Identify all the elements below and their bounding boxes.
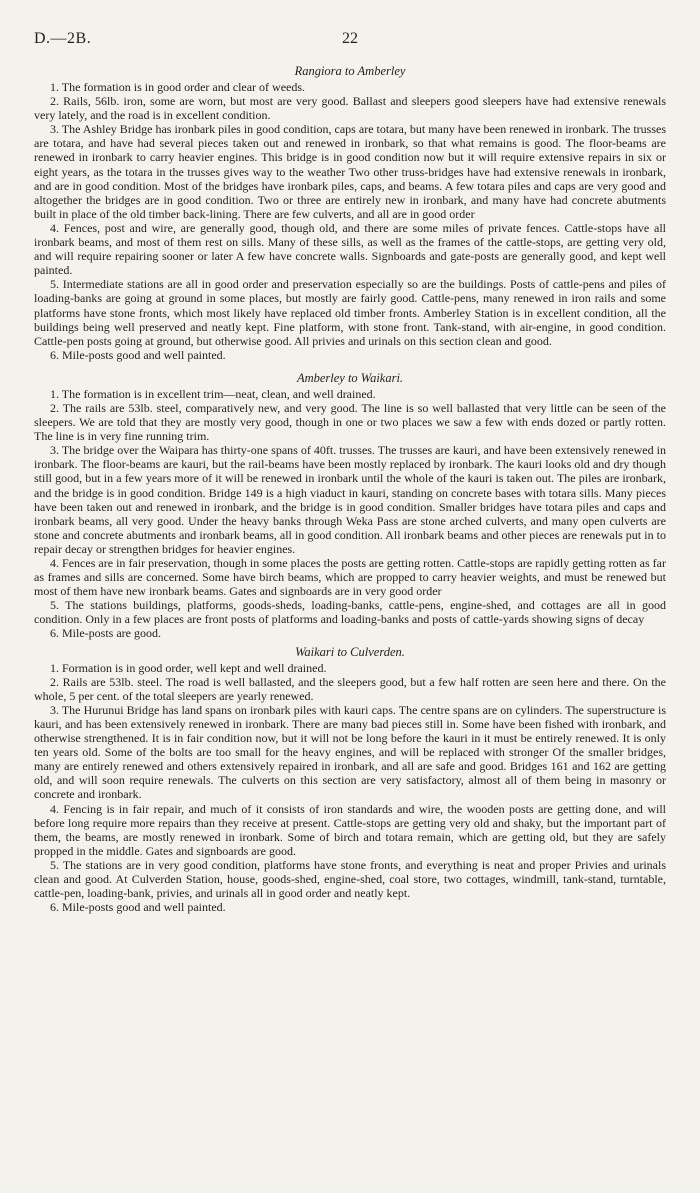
section-title: Rangiora to Amberley (294, 64, 406, 78)
paragraph: 4. Fences, post and wire, are generally good, though old, and there are some miles of private fences. Cattle-stops have all ironbark beams, and most of them rest on sills. Many of these sills, as well as the frames of the cattle-stops, are getting very old, and will require repairing sooner or later A few have concrete walls. Signboards and gate-posts are generally good, and kept well painted. (34, 220, 666, 278)
paragraph: 3. The bridge over the Waipara has thirty-one spans of 40ft. trusses. The trusses are kauri, and have been extensively renewed in ironbark. The floor-beams are kauri, but the rail-beams have been mostly replaced by ironbark. The kauri looks old and dry though still good, but in a few years more of it will be renewed in ironbark until the whole of the kauri is taken out. The piles are ironbark, and the bridge is in good condition. Bridge 149 is a high viaduct in kauri, standing on concrete bases with totara sills. Many pieces have been taken out and renewed in ironbark, and the bridge is in good condition. Smaller bridges have totara piles and caps and ironbark beams, all very good. Under the heavy banks through Weka Pass are stone arched culverts, and many open culverts are stone and concrete abutments and ironbark beams, all in good condition. All ironbark beams and other pieces are renewals put in to repair decay or strengthen bridges for heavier engines. (34, 443, 666, 556)
section-amberley-to-waikari (34, 371, 666, 641)
paragraph: 2. Rails, 56lb. iron, some are worn, but most are very good. Ballast and sleepers good sleepers have had extensive renewals very lately, and the road is in excellent condition. (34, 94, 666, 123)
document-reference: D.—2B. (34, 30, 92, 47)
section-title: Amberley to Waikari. (296, 370, 404, 385)
paragraph: 6. Mile-posts good and well painted. (50, 347, 226, 362)
paragraph: 2. Rails are 53lb. steel. The road is well ballasted, and the sleepers good, but a few half rotten are seen here and there. On the whole, 5 per cent. of the total sleepers are yearly renewed. (34, 674, 666, 703)
page-header (34, 30, 666, 58)
page-number: 22 (342, 30, 358, 47)
paragraph: 1. The formation is in excellent trim—neat, clean, and well drained. (50, 386, 376, 401)
paragraph: 5. Intermediate stations are all in good order and preservation especially so are the buildings. Posts of cattle-pens and piles of loading-banks are going at ground in some places, but mostly are fairly good. Cattle-pens, many renewed in iron rails and some platforms have stone fronts, which most likely have replaced old timber fronts. Amberley Station is in excellent condition, all the buildings being well preserved and neatly kept. Fine platform, with stone front. Tank-stand, with air-engine, in good condition. Cattle-pen posts going at ground, but otherwise good. All privies and urinals on this section clean and good. (34, 277, 666, 348)
paragraph: 1. The formation is in good order and clear of weeds. (50, 80, 306, 94)
paragraph: 4. Fences are in fair preservation, though in some places the posts are getting rotten. Cattle-stops are rapidly getting rotten as far as frames and sills are concerned. Some have birch beams, which are propped to carry heavier weights, and must be renewed but most of them have new ironbark beams. Gates and signboards are in very good order (34, 556, 666, 599)
paragraph: 3. The Ashley Bridge has ironbark piles in good condition, caps are totara, but many have been renewed in ironbark. The trusses are totara, and have had several pieces taken out and renewed in ironbark, so that what remains is good. The floor-beams are renewed in ironbark to carry heavier engines. This bridge is in good condition now but it will require extensive repairs in six or eight years, as the totara in the trusses gives way to the weather Two other truss-bridges have had extensive renewals in ironbark, and are in good condition. Most of the bridges have ironbark piles, caps, and beams. A few totara piles and caps are very good and altogether the bridges are in good condition. Two or three are entirely new in ironbark, and many have had concrete abutments built in place of the old timber back-lining. There are few culverts, and all are in good order (34, 122, 666, 221)
paragraph: 5. The stations are in very good condition, platforms have stone fronts, and everything is neat and proper Privies and urinals clean and good. At Culverden Station, house, goods-shed, engine-shed, coal store, two cottages, windmill, tank-stand, turntable, cattle-pen, loading-bank, privies, and urinals all in good order and neatly kept. (34, 857, 666, 901)
section-waikari-to-culverden (34, 645, 666, 915)
section-title: Waikari to Culverden. (295, 644, 405, 659)
section-rangiora-to-amberley (34, 64, 666, 362)
paragraph: 3. The Hurunui Bridge has land spans on ironbark piles with kauri caps. The centre spans are on cylinders. The superstructure is kauri, and has been extensively renewed in ironbark. There are many bad pieces still in. Some have been fished with ironbark, and otherwise strengthened. It is in fair condition now, but it will not be long before the kauri in it must be entirely renewed. It is only ten years old. Some of the bolts are too small for the heavy engines, and will be replaced with stronger Of the smaller bridges, many are entirely renewed and others extensively repaired in ironbark, and all are safe and good. Bridges 161 and 162 are getting old, and will soon require renewals. The culverts on this section are very satisfactory, almost all of them being in masonry or concrete and ironbark. (34, 702, 666, 802)
paragraph: 5. The stations buildings, platforms, goods-sheds, loading-banks, cattle-pens, engine-shed, and cottages are all in good condition. Only in a few places are front posts of platforms and loading-banks and posts of cattle-yards showing signs of decay (34, 598, 666, 627)
paragraph: 6. Mile-posts good and well painted. (50, 900, 226, 915)
paragraph: 1. Formation is in good order, well kept and well drained. (50, 660, 327, 675)
paragraph: 6. Mile-posts are good. (50, 626, 161, 641)
paragraph: 4. Fencing is in fair repair, and much of it consists of iron standards and wire, the wooden posts are getting done, and will before long require more repairs than they receive at present. Cattle-stops are getting very old and shaky, but the important part of them, the beams, are mostly renewed in ironbark. Some of birch and totara remain, which are getting old, but they are safely propped in the middle. Gates and signboards are good. (34, 801, 666, 858)
paragraph: 2. The rails are 53lb. steel, comparatively new, and very good. The line is so well ballasted that very little can be seen of the sleepers. We are told that they are mostly very good, though in one or two places we saw a few with ends dozed or partly rotten. The line is in very fine running trim. (34, 400, 666, 444)
